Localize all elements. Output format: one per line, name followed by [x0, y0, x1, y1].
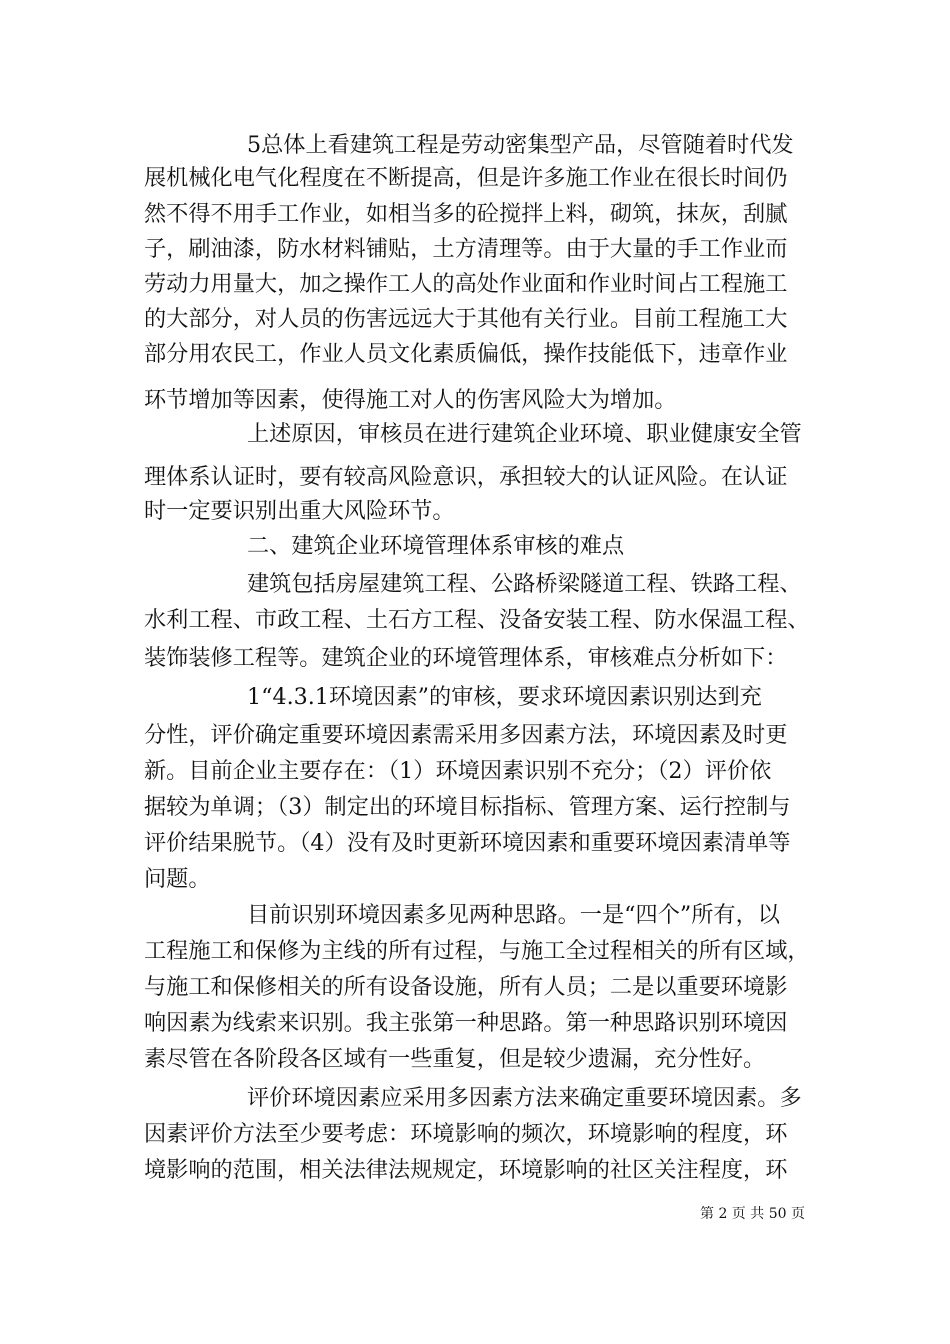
text-line: 理体系认证时，要有较高风险意识，承担较大的认证风险。在认证	[144, 464, 788, 490]
text-line: 工程施工和保修为主线的所有过程，与施工全过程相关的所有区域，	[144, 938, 810, 964]
text-line: 目前识别环境因素多见两种思路。一是“四个”所有，以	[247, 902, 780, 928]
text-line: 子，刷油漆，防水材料铺贴，土方清理等。由于大量的手工作业而	[144, 236, 788, 262]
text-line: 因素评价方法至少要考虑：环境影响的频次，环境影响的程度，环	[144, 1121, 788, 1147]
text-line: 装饰装修工程等。建筑企业的环境管理体系，审核难点分析如下：	[144, 645, 788, 671]
text-line: 然不得不用手工作业，如相当多的砼搅拌上料，砌筑，抹灰，刮腻	[144, 201, 788, 227]
text-line: 与施工和保修相关的所有设备设施，所有人员；二是以重要环境影	[144, 974, 788, 1000]
text-line: 评价结果脱节。（4）没有及时更新环境因素和重要环境因素清单等	[144, 830, 791, 856]
text-line: 评价环境因素应采用多因素方法来确定重要环境因素。多	[247, 1085, 802, 1111]
text-line: 建筑包括房屋建筑工程、公路桥梁隧道工程、铁路工程、	[247, 571, 802, 597]
text-line: 劳动力用量大，加之操作工人的高处作业面和作业时间占工程施工	[144, 271, 788, 297]
text-line: 新。目前企业主要存在：（1）环境因素识别不充分；（2）评价依	[144, 758, 772, 784]
text-line: 环节增加等因素，使得施工对人的伤害风险大为增加。	[144, 387, 677, 413]
text-line: 境影响的范围，相关法律法规规定，环境影响的社区关注程度，环	[144, 1157, 788, 1183]
section-heading: 二、建筑企业环境管理体系审核的难点	[247, 533, 625, 559]
text-line: 素尽管在各阶段各区域有一些重复，但是较少遗漏，充分性好。	[144, 1046, 766, 1072]
text-line: 据较为单调；（3）制定出的环境目标指标、管理方案、运行控制与	[144, 794, 791, 820]
text-line: 1“4.3.1环境因素”的审核，要求环境因素识别达到充	[247, 684, 762, 710]
text-line: 响因素为线索来识别。我主张第一种思路。第一种思路识别环境因	[144, 1010, 788, 1036]
text-line: 展机械化电气化程度在不断提高，但是许多施工作业在很长时间仍	[144, 165, 788, 191]
text-line: 5总体上看建筑工程是劳动密集型产品，尽管随着时代发	[247, 132, 794, 158]
text-line: 的大部分，对人员的伤害远远大于其他有关行业。目前工程施工大	[144, 306, 788, 332]
text-line: 问题。	[144, 866, 211, 892]
text-line: 上述原因，审核员在进行建筑企业环境、职业健康安全管	[247, 421, 802, 447]
page-number: 第 2 页 共 50 页	[700, 1206, 805, 1222]
text-line: 分性，评价确定重要环境因素需采用多因素方法，环境因素及时更	[144, 722, 788, 748]
text-line: 水利工程、市政工程、土石方工程、没备安装工程、防水保温工程、	[144, 607, 810, 633]
text-line: 时一定要识别出重大风险环节。	[144, 498, 455, 524]
text-line: 部分用农民工，作业人员文化素质偏低，操作技能低下，违章作业	[144, 341, 788, 367]
